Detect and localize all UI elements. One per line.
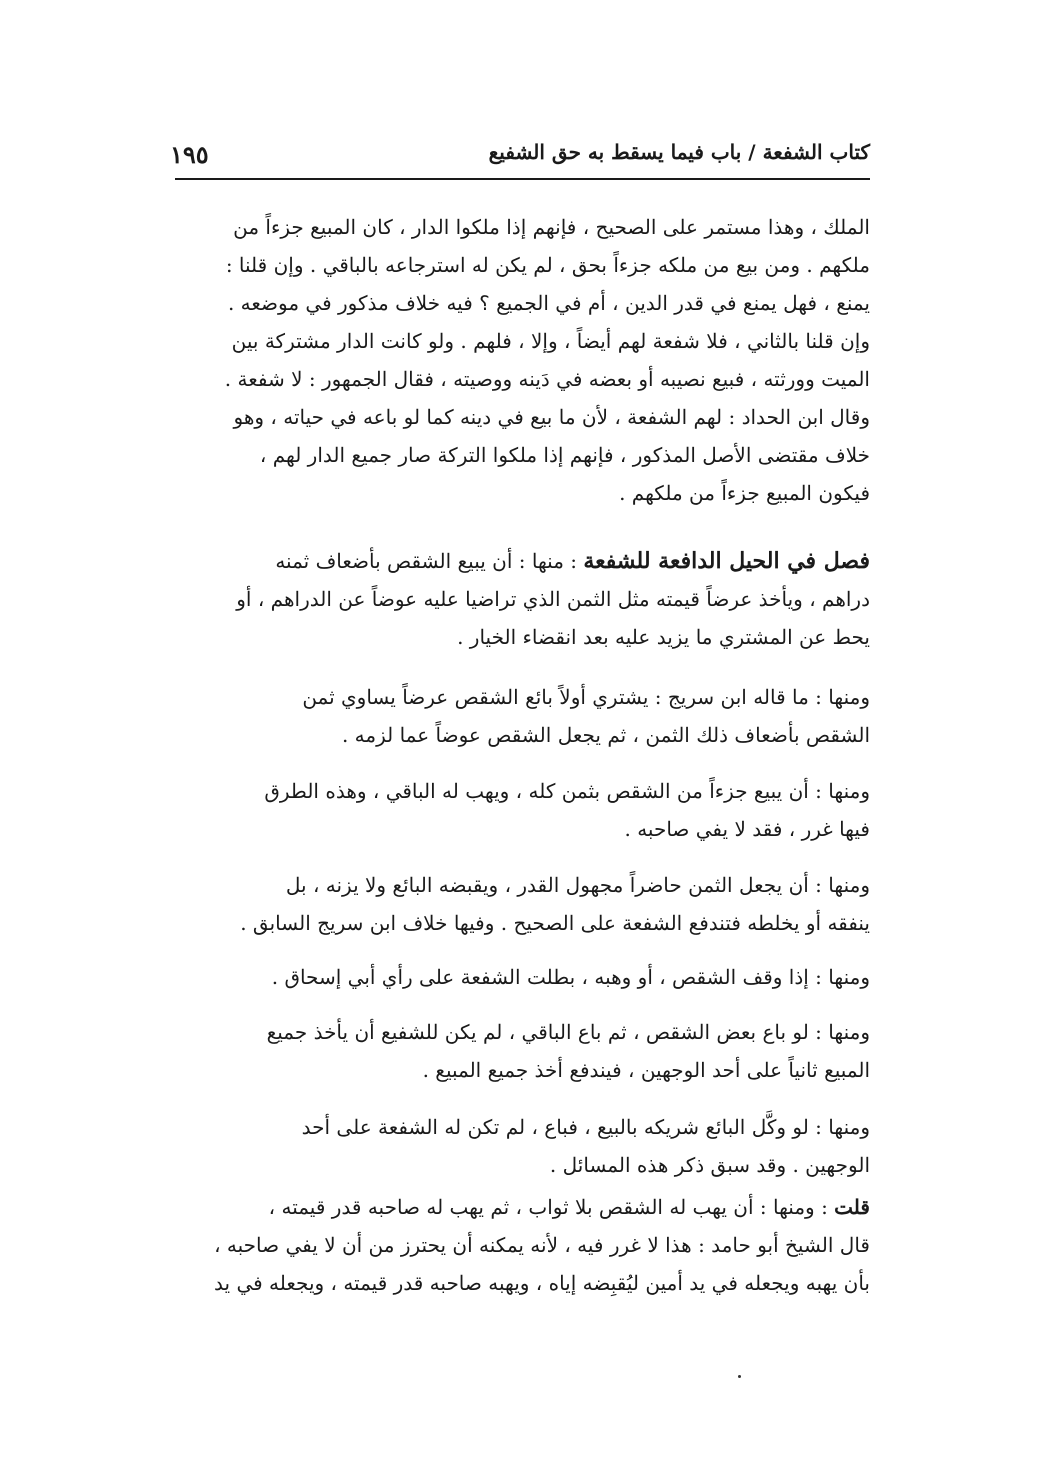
text-line: ومنها : ما قاله ابن سريج : يشتري أولاً بائع الشقص عرضاً يساوي ثمن: [302, 685, 870, 709]
text-line: الشقص بأضعاف ذلك الثمن ، ثم يجعل الشقص عوضاً عما لزمه .: [341, 723, 870, 747]
text-line: وقال ابن الحداد : لهم الشفعة ، لأن ما بيع في دينه كما لو باعه في حياته ، وهو: [233, 405, 870, 429]
text-line: ومنها : إذا وقف الشقص ، أو وهبه ، بطلت الشفعة على رأي أبي إسحاق .: [271, 965, 870, 989]
text-line: ومنها : لو وكَّل البائع شريكه بالبيع ، فباع ، لم تكن له الشفعة على أحد: [301, 1115, 870, 1139]
text-line: فيها غرر ، فقد لا يفي صاحبه .: [624, 817, 870, 841]
text-line: [160, 1188, 870, 1226]
text-line: وإن قلنا بالثاني ، فلا شفعة لهم أيضاً ، وإلا ، فلهم . ولو كانت الدار مشتركة بين: [231, 329, 870, 353]
running-header-title: كتاب الشفعة / باب فيما يسقط به حق الشفيع: [488, 140, 870, 164]
paragraph-4: [160, 772, 870, 848]
paragraph-8: [160, 1108, 870, 1184]
text-fragment: : منها : أن يبيع الشقص بأضعاف ثمنه: [275, 549, 584, 573]
text-fragment: : ومنها : أن يهب له الشقص بلا ثواب ، ثم يهب له صاحبه قدر قيمته ،: [268, 1195, 835, 1219]
text-line: قال الشيخ أبو حامد : هذا لا غرر فيه ، لأنه يمكنه أن يحترز من أن لا يفي صاحبه ،: [214, 1233, 870, 1257]
header-divider: [175, 178, 870, 180]
text-line: خلاف مقتضى الأصل المذكور ، فإنهم إذا ملكوا التركة صار جميع الدار لهم ،: [259, 443, 870, 467]
text-line: ومنها : أن يجعل الثمن حاضراً مجهول القدر ، ويقبضه البائع ولا يزنه ، بل: [285, 873, 870, 897]
text-line: دراهم ، ويأخذ عرضاً قيمته مثل الثمن الذي تراضيا عليه عوضاً عن الدراهم ، أو: [236, 587, 870, 611]
text-line: بأن يهبه ويجعله في يد أمين ليُقبِضه إياه ، ويهبه صاحبه قدر قيمته ، ويجعله في يد: [214, 1271, 870, 1295]
text-line: ومنها : أن يبيع جزءاً من الشقص بثمن كله ، ويهب له الباقي ، وهذه الطرق: [264, 779, 870, 803]
paragraph-5: [160, 866, 870, 942]
text-line: ملكهم . ومن بيع من ملكه جزءاً بحق ، لم يكن له استرجاعه بالباقي . وإن قلنا :: [225, 253, 870, 277]
text-line: الوجهين . وقد سبق ذكر هذه المسائل .: [549, 1153, 870, 1177]
paragraph-9: [160, 1188, 870, 1302]
text-line: الميت وورثته ، فبيع نصيبه أو بعضه في دَينه ووصيته ، فقال الجمهور : لا شفعة .: [224, 367, 870, 391]
text-line: ينفقه أو يخلطه فتندفع الشفعة على الصحيح . وفيها خلاف ابن سريج السابق .: [240, 911, 870, 935]
text-line: فيكون المبيع جزءاً من ملكهم .: [619, 481, 870, 505]
paragraph-7: [160, 1013, 870, 1089]
text-line: يحط عن المشتري ما يزيد عليه بعد انقضاء الخيار .: [457, 625, 870, 649]
text-line: المبيع ثانياً على أحد الوجهين ، فيندفع أخذ جميع المبيع .: [422, 1058, 870, 1082]
scan-speck: [738, 1375, 741, 1378]
section-heading: فصل في الحيل الدافعة للشفعة: [583, 548, 870, 574]
text-line: [160, 542, 870, 580]
paragraph-2: [160, 542, 870, 656]
text-line: ومنها : لو باع بعض الشقص ، ثم باع الباقي ، لم يكن للشفيع أن يأخذ جميع: [266, 1020, 870, 1044]
text-line: الملك ، وهذا مستمر على الصحيح ، فإنهم إذا ملكوا الدار ، كان المبيع جزءاً من: [233, 215, 870, 239]
paragraph-3: [160, 678, 870, 754]
page-number: ١٩٥: [170, 140, 209, 169]
paragraph-1: [160, 208, 870, 512]
paragraph-6: [160, 958, 870, 996]
lead-word: قلت: [834, 1195, 870, 1219]
text-line: يمنع ، فهل يمنع في قدر الدين ، أم في الجميع ؟ فيه خلاف مذكور في موضعه .: [227, 291, 870, 315]
